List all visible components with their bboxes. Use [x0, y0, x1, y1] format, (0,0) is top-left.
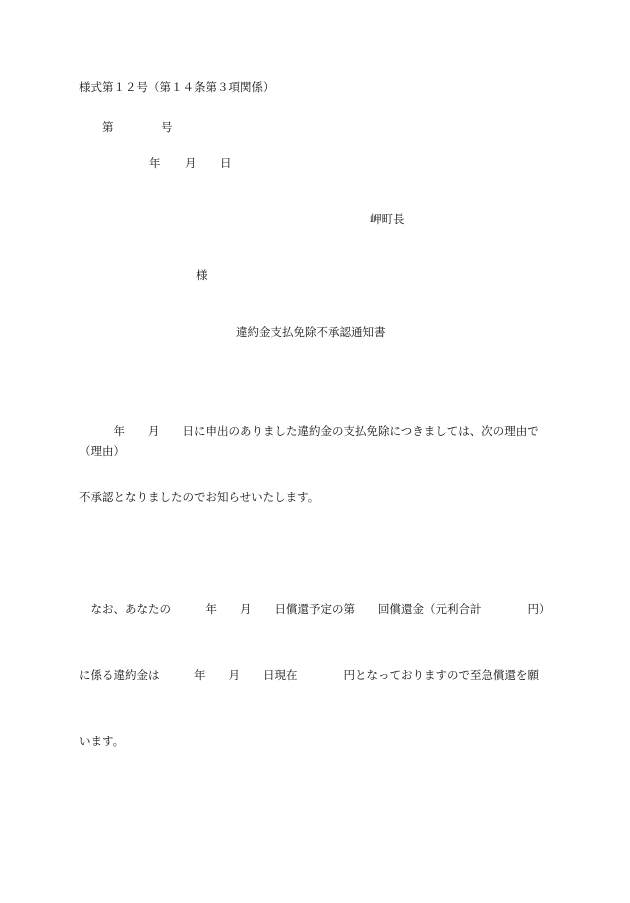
notice-line: います。: [79, 734, 125, 748]
notice-paragraph: [79, 554, 559, 774]
date-month: 月: [185, 156, 197, 170]
recipient-honorific: 様: [196, 268, 208, 282]
reason-label: （理由）: [79, 444, 125, 458]
notice-line: なお、あなたの 年 月 日償還予定の第 回償還金（元利合計 円）: [79, 602, 551, 616]
issue-date: [79, 155, 279, 171]
notice-line: に係る違約金は 年 月 日現在 円となっておりますので至急償還を願: [79, 668, 539, 682]
body-line: 年 月 日に申出のありました違約金の支払免除につきましては、次の理由で: [79, 424, 539, 438]
document-title: 違約金支払免除不承認通知書: [236, 325, 386, 339]
body-paragraph: [79, 376, 559, 530]
date-day: 日: [220, 156, 232, 170]
form-number: 様式第１２号（第１４条第３項関係）: [79, 80, 275, 94]
doc-number-suffix: 号: [161, 120, 173, 134]
doc-number-prefix: 第: [102, 120, 114, 134]
body-line: 不承認となりましたのでお知らせいたします。: [79, 490, 320, 504]
document-number: [79, 119, 199, 135]
date-year: 年: [149, 156, 161, 170]
issuer-name: 岬町長: [370, 212, 405, 226]
